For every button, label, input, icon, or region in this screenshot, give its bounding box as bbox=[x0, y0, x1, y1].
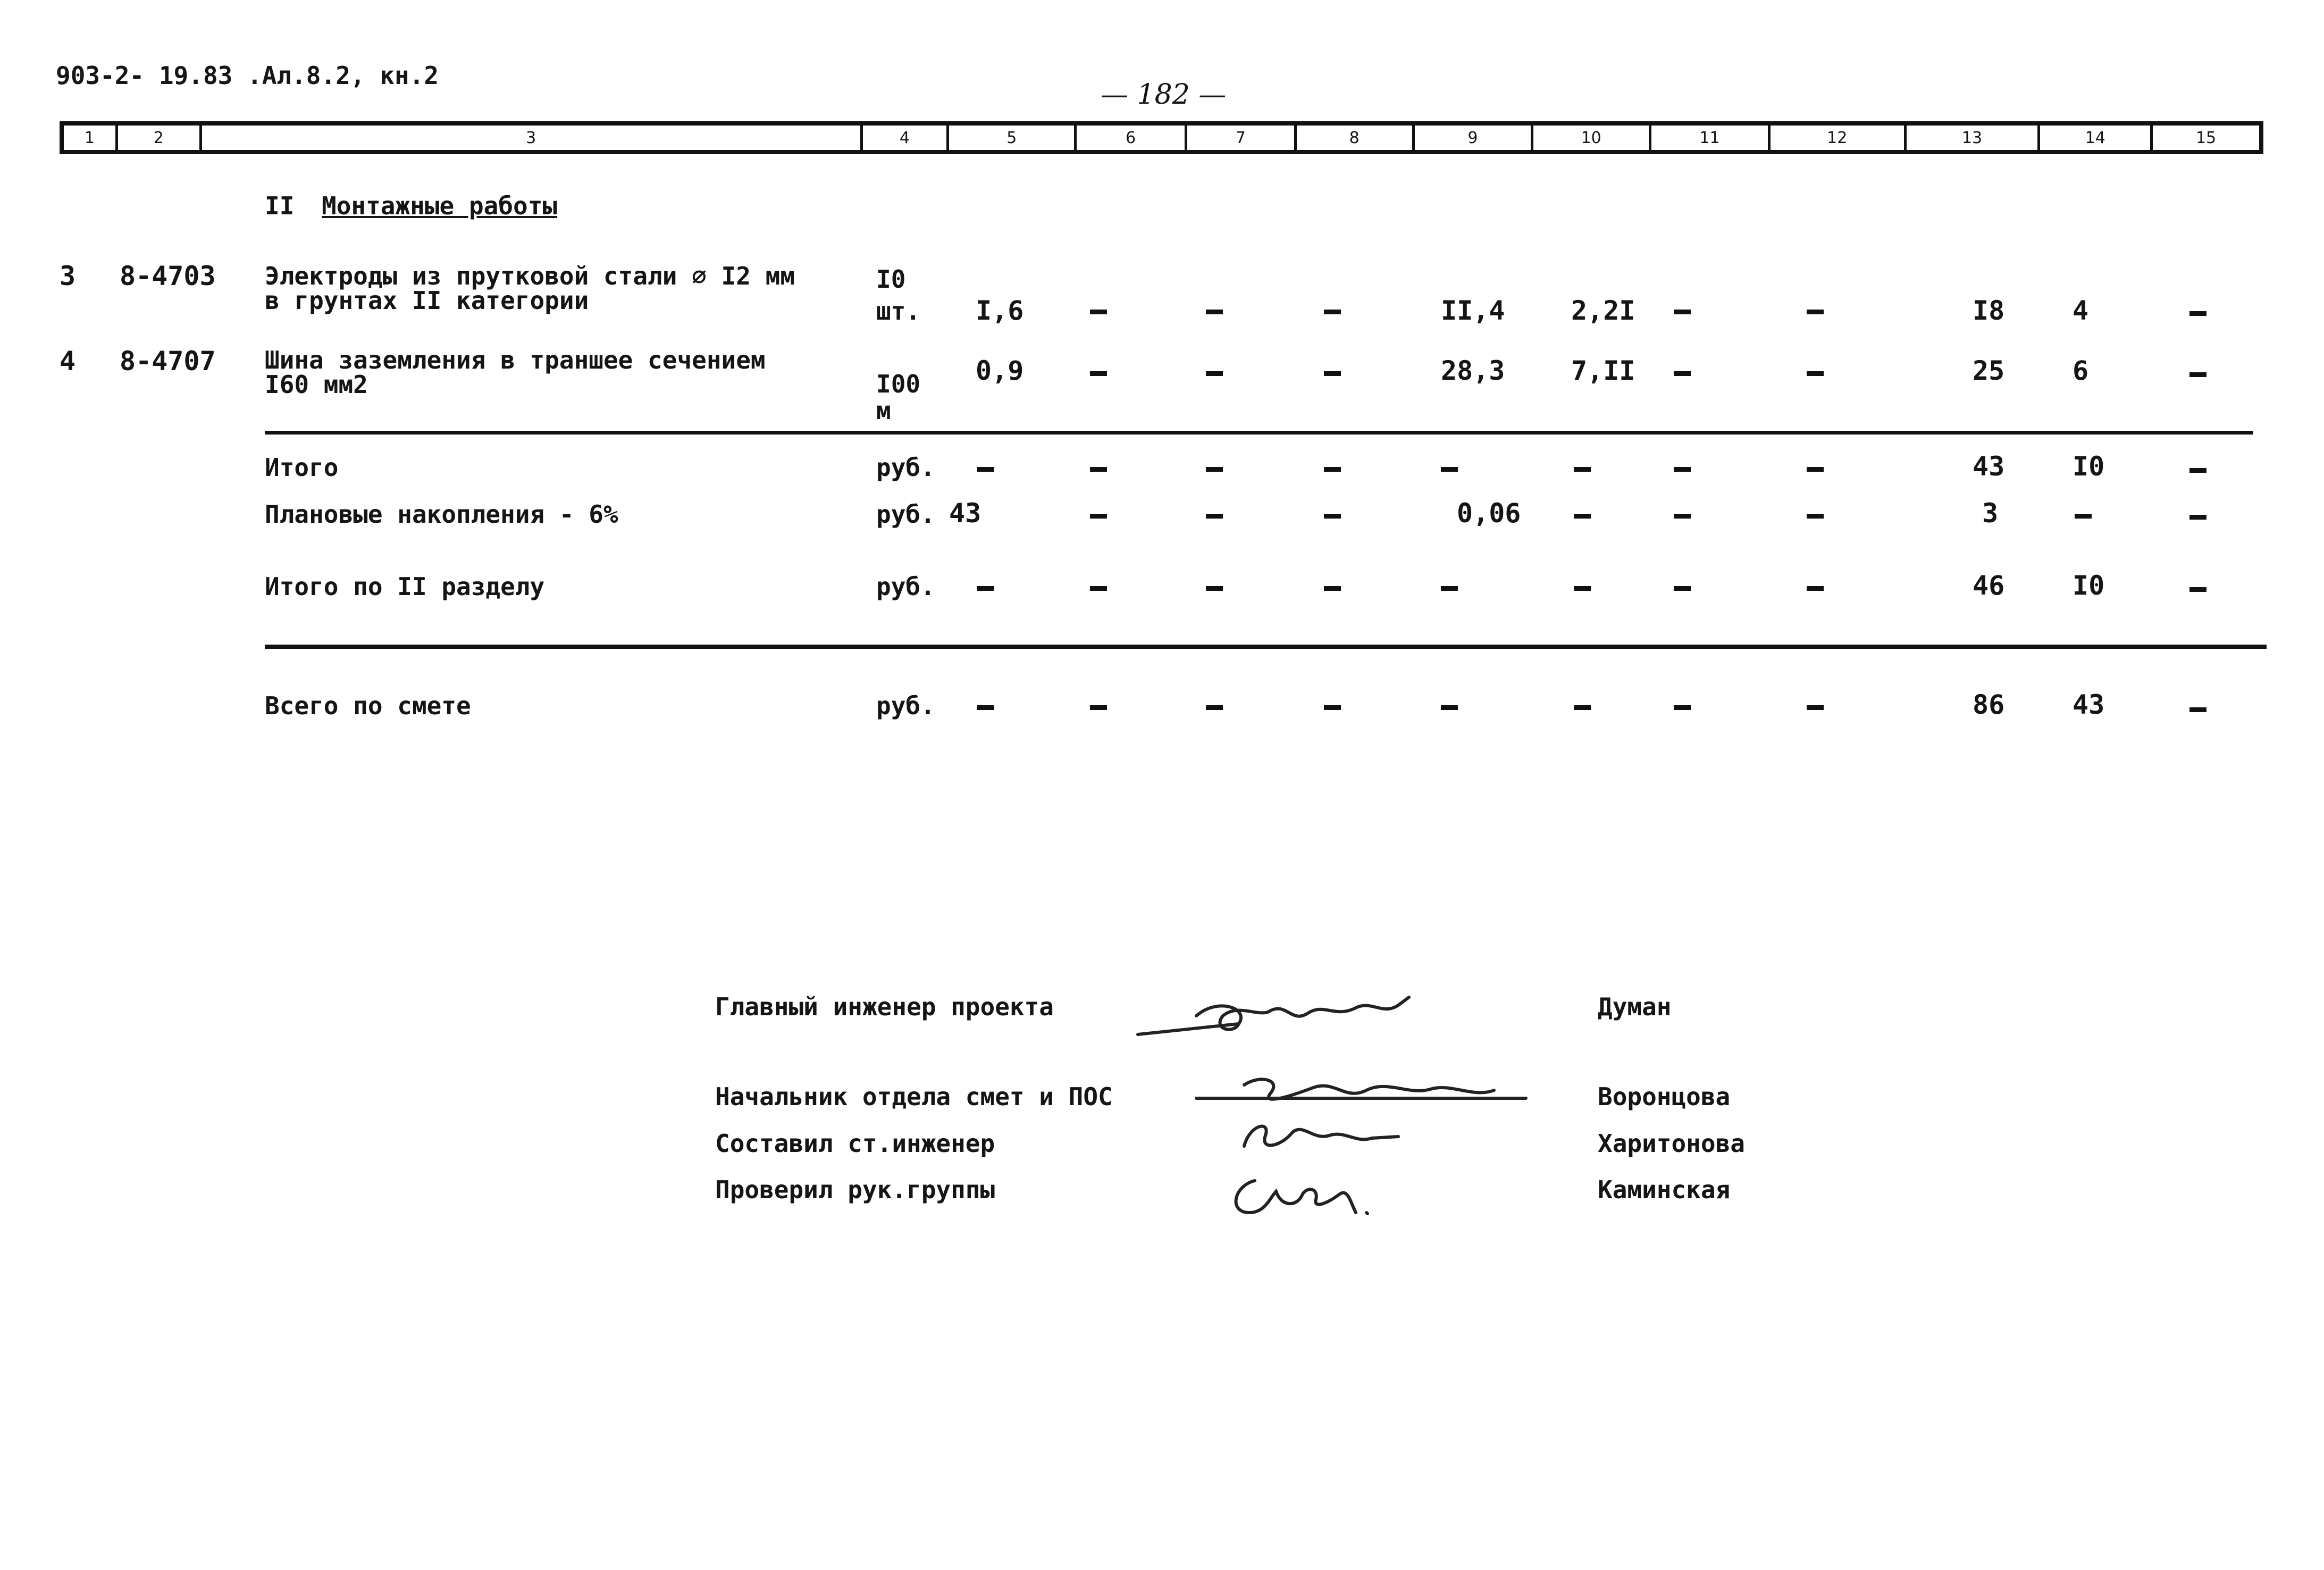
total-col14: I0 bbox=[2073, 570, 2105, 601]
total-col11-dash bbox=[1674, 586, 1691, 591]
row-col5: 0,9 bbox=[976, 355, 1024, 386]
total-col7-dash bbox=[1206, 514, 1223, 519]
col-header-10: 10 bbox=[1533, 126, 1651, 150]
total-col8-dash bbox=[1324, 586, 1341, 591]
total-col7-dash bbox=[1206, 467, 1223, 472]
handwritten-signature-1 bbox=[1132, 987, 1430, 1045]
total-col15-dash bbox=[2189, 515, 2206, 520]
row-col5: I,6 bbox=[976, 295, 1024, 326]
row-col6-dash bbox=[1090, 310, 1107, 314]
total-label: Итого по II разделу bbox=[265, 572, 545, 601]
total-col8-dash bbox=[1324, 467, 1341, 472]
row-col14: 4 bbox=[2073, 295, 2089, 326]
total-col15-dash bbox=[2189, 587, 2206, 592]
total-col13: 3 bbox=[1982, 498, 1999, 529]
page-number: — 182 — bbox=[1101, 79, 1227, 111]
grand-col9-dash bbox=[1441, 705, 1458, 710]
row-col11-dash bbox=[1674, 371, 1691, 376]
total-col9: 0,06 bbox=[1457, 498, 1521, 529]
signature-position: Начальник отдела смет и ПОС bbox=[715, 1082, 1113, 1111]
row-col8-dash bbox=[1324, 371, 1341, 376]
total-col14-dash bbox=[2075, 514, 2092, 519]
handwritten-signature-4 bbox=[1223, 1165, 1382, 1223]
section-number: II bbox=[265, 191, 295, 220]
total-col12-dash bbox=[1807, 514, 1824, 519]
handwritten-signature-3 bbox=[1234, 1114, 1409, 1157]
total-col11-dash bbox=[1674, 467, 1691, 472]
row-col13: I8 bbox=[1973, 295, 2005, 326]
column-number-header bbox=[60, 121, 2263, 154]
row-unit-line1: I0 bbox=[876, 265, 906, 294]
row-col10: 7,II bbox=[1571, 355, 1635, 386]
total-col6-dash bbox=[1090, 467, 1107, 472]
row-name-line2: в грунтах II категории bbox=[265, 286, 589, 315]
separator-line bbox=[265, 645, 2267, 649]
grand-col6-dash bbox=[1090, 705, 1107, 710]
total-col5-dash bbox=[977, 586, 994, 591]
row-col15-dash bbox=[2189, 372, 2206, 377]
col-header-5: 5 bbox=[949, 126, 1077, 150]
section-title: Монтажные работы bbox=[322, 191, 558, 220]
grand-col10-dash bbox=[1574, 705, 1591, 710]
row-number: 4 bbox=[60, 346, 76, 377]
signature-name: Воронцова bbox=[1598, 1082, 1731, 1111]
total-col5-dash bbox=[977, 467, 994, 472]
total-col12-dash bbox=[1807, 467, 1824, 472]
col-header-12: 12 bbox=[1771, 126, 1907, 150]
col-header-15: 15 bbox=[2195, 128, 2217, 147]
total-col8-dash bbox=[1324, 514, 1341, 519]
row-col6-dash bbox=[1090, 371, 1107, 376]
grand-col8-dash bbox=[1324, 705, 1341, 710]
row-col14: 6 bbox=[2073, 355, 2089, 386]
row-col7-dash bbox=[1206, 371, 1223, 376]
signature-position: Составил ст.инженер bbox=[715, 1129, 995, 1158]
row-unit-line2: м bbox=[876, 396, 891, 425]
total-unit: руб. bbox=[876, 500, 935, 529]
col-header-13: 13 bbox=[1907, 126, 2041, 150]
row-number: 3 bbox=[60, 261, 76, 291]
row-col10: 2,2I bbox=[1571, 295, 1635, 326]
col-header-1: 1 bbox=[64, 126, 118, 150]
signature-position: Главный инженер проекта bbox=[715, 992, 1054, 1021]
document-code: 903-2- 19.83 .Ал.8.2, кн.2 bbox=[56, 61, 439, 90]
signature-position: Проверил рук.группы bbox=[715, 1175, 995, 1204]
col-header-3: 3 bbox=[202, 126, 863, 150]
row-col15-dash bbox=[2189, 311, 2206, 316]
total-unit: руб. bbox=[876, 572, 935, 601]
total-col5: 43 bbox=[949, 498, 981, 529]
handwritten-signature-2 bbox=[1186, 1069, 1537, 1117]
row-col8-dash bbox=[1324, 310, 1341, 314]
total-col10-dash bbox=[1574, 586, 1591, 591]
total-col14: I0 bbox=[2073, 451, 2105, 482]
col-header-11: 11 bbox=[1651, 126, 1771, 150]
grand-col14: 43 bbox=[2073, 689, 2105, 720]
total-col9-dash bbox=[1441, 586, 1458, 591]
grand-col13: 86 bbox=[1973, 689, 2005, 720]
col-header-7: 7 bbox=[1187, 126, 1297, 150]
grand-col15-dash bbox=[2189, 707, 2206, 712]
col-header-14: 14 bbox=[2040, 126, 2153, 150]
col-header-2: 2 bbox=[118, 126, 202, 150]
col-header-9: 9 bbox=[1415, 126, 1534, 150]
signature-name: Каминская bbox=[1598, 1175, 1731, 1204]
total-col6-dash bbox=[1090, 514, 1107, 519]
total-label: Итого bbox=[265, 453, 339, 482]
row-col13: 25 bbox=[1973, 355, 2005, 386]
total-col6-dash bbox=[1090, 586, 1107, 591]
row-name-line1: Шина заземления в траншее сечением bbox=[265, 346, 766, 374]
row-col9: 28,3 bbox=[1441, 355, 1505, 386]
total-col9-dash bbox=[1441, 467, 1458, 472]
col-header-6: 6 bbox=[1077, 126, 1187, 150]
signature-name: Харитонова bbox=[1598, 1129, 1745, 1158]
total-col7-dash bbox=[1206, 586, 1223, 591]
total-label: Плановые накопления - 6% bbox=[265, 500, 618, 529]
row-col7-dash bbox=[1206, 310, 1223, 314]
total-col13: 43 bbox=[1973, 451, 2005, 482]
grand-col12-dash bbox=[1807, 705, 1824, 710]
col-header-4: 4 bbox=[863, 126, 950, 150]
grand-col7-dash bbox=[1206, 705, 1223, 710]
separator-line bbox=[265, 431, 2253, 435]
signature-name: Думан bbox=[1598, 992, 1672, 1021]
row-unit-line1: I00 bbox=[876, 370, 921, 398]
grand-col5-dash bbox=[977, 705, 994, 710]
row-name-line1: Электроды из прутковой стали ∅ I2 мм bbox=[265, 262, 795, 290]
row-col12-dash bbox=[1807, 371, 1824, 376]
total-unit: руб. bbox=[876, 453, 935, 482]
row-unit-line2: шт. bbox=[876, 297, 921, 325]
col-header-8: 8 bbox=[1297, 126, 1415, 150]
row-col12-dash bbox=[1807, 310, 1824, 314]
total-col10-dash bbox=[1574, 467, 1591, 472]
total-col15-dash bbox=[2189, 468, 2206, 473]
total-col12-dash bbox=[1807, 586, 1824, 591]
grand-total-label: Всего по смете bbox=[265, 691, 471, 720]
total-col11-dash bbox=[1674, 514, 1691, 519]
grand-col11-dash bbox=[1674, 705, 1691, 710]
row-col11-dash bbox=[1674, 310, 1691, 314]
row-code: 8-4703 bbox=[120, 261, 216, 291]
grand-total-unit: руб. bbox=[876, 691, 935, 720]
row-col9: II,4 bbox=[1441, 295, 1505, 326]
row-code: 8-4707 bbox=[120, 346, 216, 377]
total-col13: 46 bbox=[1973, 570, 2005, 601]
total-col10-dash bbox=[1574, 514, 1591, 519]
row-name-line2: I60 мм2 bbox=[265, 370, 368, 399]
